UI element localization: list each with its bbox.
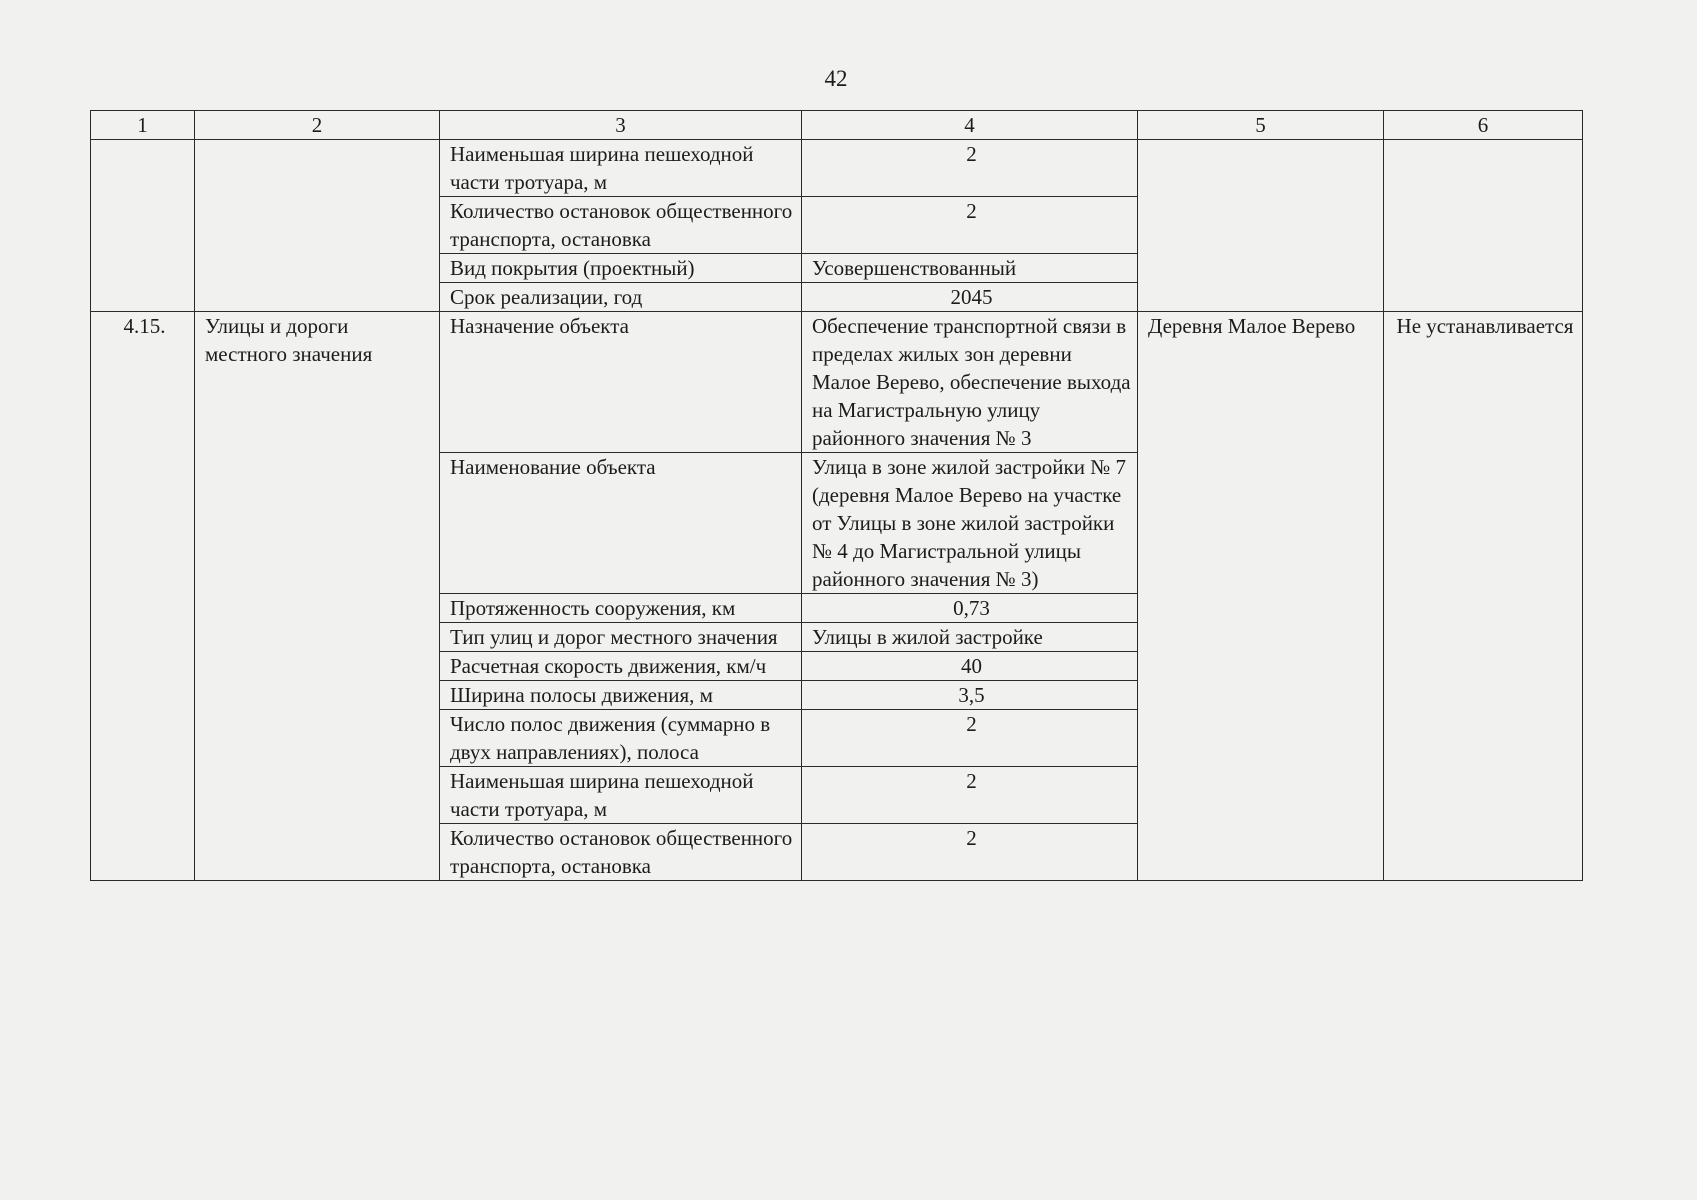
- param-cell: Протяженность сооружения, км: [440, 594, 802, 623]
- param-cell: Число полос движения (суммарно в двух направлениях), полоса: [440, 710, 802, 767]
- value-cell: 2045: [802, 283, 1138, 312]
- entry-zone-cell: Не устанавливается: [1384, 312, 1583, 881]
- param-cell: Расчетная скорость движения, км/ч: [440, 652, 802, 681]
- param-cell: Тип улиц и дорог местного значения: [440, 623, 802, 652]
- value-cell: 2: [802, 710, 1138, 767]
- name-cell-empty: [195, 140, 440, 312]
- entry-number-cell: 4.15.: [91, 312, 195, 881]
- column-header-6: 6: [1384, 111, 1583, 140]
- column-number-row: [91, 111, 1583, 140]
- column-header-4: 4: [802, 111, 1138, 140]
- param-cell: Ширина полосы движения, м: [440, 681, 802, 710]
- param-cell: Наименьшая ширина пешеходной части тротуара, м: [440, 767, 802, 824]
- value-cell: Усовершенствованный: [802, 254, 1138, 283]
- zone-cell-empty: [1384, 140, 1583, 312]
- value-cell: 2: [802, 824, 1138, 881]
- location-cell-empty: [1138, 140, 1384, 312]
- value-cell: 2: [802, 197, 1138, 254]
- page-number: 42: [824, 66, 848, 91]
- column-header-2: 2: [195, 111, 440, 140]
- value-cell: 40: [802, 652, 1138, 681]
- param-cell: Количество остановок общественного транспорта, остановка: [440, 197, 802, 254]
- value-cell: Улицы в жилой застройке: [802, 623, 1138, 652]
- value-cell: 3,5: [802, 681, 1138, 710]
- entry-location-cell: Деревня Малое Верево: [1138, 312, 1384, 881]
- value-cell: 2: [802, 140, 1138, 197]
- value-cell: 2: [802, 767, 1138, 824]
- column-header-5: 5: [1138, 111, 1384, 140]
- column-header-1: 1: [91, 111, 195, 140]
- objects-table: [90, 110, 1583, 881]
- value-cell: 0,73: [802, 594, 1138, 623]
- entry-name-cell: Улицы и дороги местного значения: [195, 312, 440, 881]
- column-header-3: 3: [440, 111, 802, 140]
- table-row: [91, 312, 1583, 453]
- number-cell-empty: [91, 140, 195, 312]
- param-cell: Наименование объекта: [440, 453, 802, 594]
- value-cell: Обеспечение транспортной связи в пределах жилых зон деревни Малое Верево, обеспечение выхода на Магистральную улицу районного значения № 3: [802, 312, 1138, 453]
- param-cell: Назначение объекта: [440, 312, 802, 453]
- param-cell: Срок реализации, год: [440, 283, 802, 312]
- param-cell: Наименьшая ширина пешеходной части тротуара, м: [440, 140, 802, 197]
- value-cell: Улица в зоне жилой застройки № 7 (деревня Малое Верево на участке от Улицы в зоне жилой застройки № 4 до Магистральной улицы районного значения № 3): [802, 453, 1138, 594]
- table-row: [91, 140, 1583, 197]
- param-cell: Вид покрытия (проектный): [440, 254, 802, 283]
- param-cell: Количество остановок общественного транспорта, остановка: [440, 824, 802, 881]
